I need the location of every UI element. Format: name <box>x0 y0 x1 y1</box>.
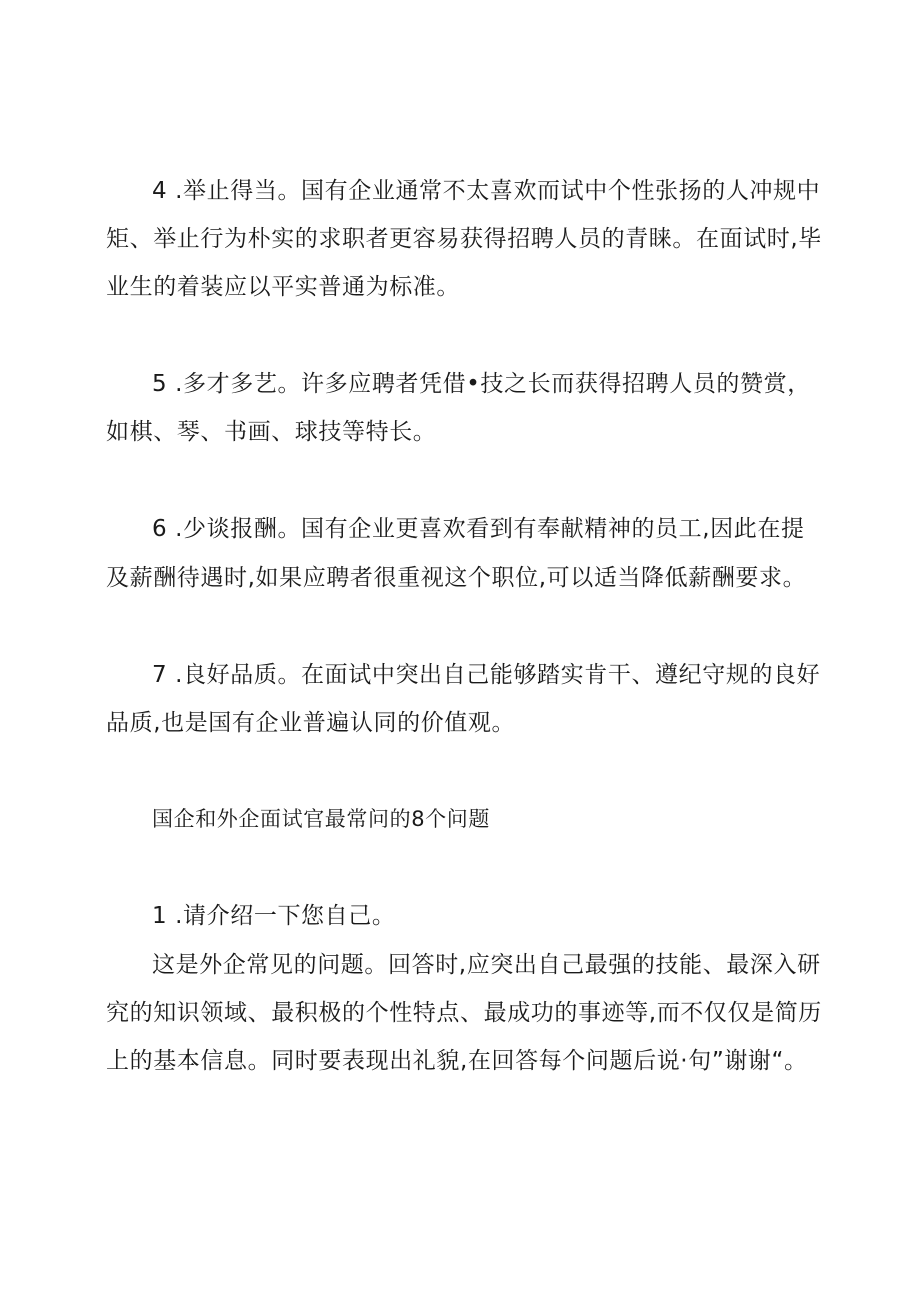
question-1: 1 .请介绍一下您自己。 <box>152 903 396 929</box>
answer-1-line-2: 究的知识领域、最积极的个性特点、最成功的事迹等,而不仅仅是简历 <box>106 1000 822 1026</box>
answer-1-line-1: 这是外企常见的问题。回答时,应突出自己最强的技能、最深入研 <box>152 952 821 978</box>
paragraph-6-line-1: 6 .少谈报酬。国有企业更喜欢看到有奉献精神的员工,因此在提 <box>152 516 805 542</box>
paragraph-4-line-3: 业生的着装应以平实普通为标准。 <box>106 274 460 300</box>
paragraph-5-line-1: 5 .多才多艺。许多应聘者凭借•技之长而获得招聘人员的赞赏， <box>152 371 811 397</box>
paragraph-4-line-2: 矩、举止行为朴实的求职者更容易获得招聘人员的青睐。在面试时,毕 <box>106 226 822 252</box>
paragraph-6-line-2: 及薪酬待遇时,如果应聘者很重视这个职位,可以适当降低薪酬要求。 <box>106 565 807 591</box>
answer-1-line-3: 上的基本信息。同时要表现出礼貌,在回答每个问题后说·句”谢谢“。 <box>106 1048 808 1074</box>
paragraph-7-line-2: 品质,也是国有企业普遍认同的价值观。 <box>106 710 516 736</box>
paragraph-4-line-1: 4 .举止得当。国有企业通常不太喜欢而试中个性张扬的人冲规中 <box>152 178 821 204</box>
section-heading: 国企和外企面试官最常问的8个问题 <box>152 807 490 831</box>
paragraph-5-line-2: 如棋、琴、书画、球技等特长。 <box>106 419 437 445</box>
paragraph-7-line-1: 7 .良好品质。在面试中突出自己能够踏实肯干、遵纪守规的良好 <box>152 662 821 688</box>
